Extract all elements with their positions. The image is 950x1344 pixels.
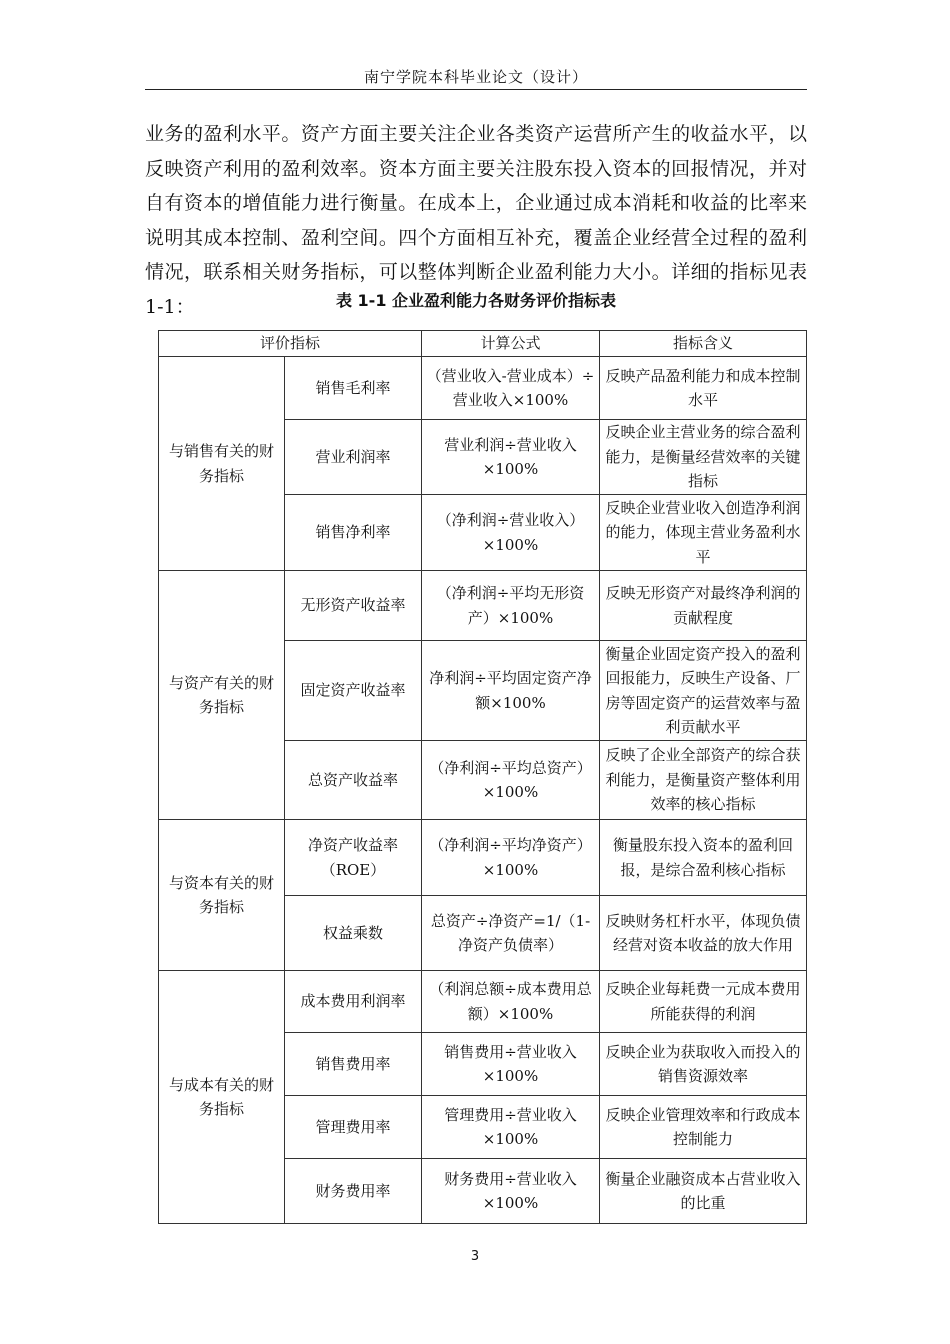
meaning-cell: 衡量股东投入资本的盈利回报，是综合盈利核心指标 <box>600 820 807 896</box>
group-label: 与资产有关的财务指标 <box>159 571 285 820</box>
group-label: 与资本有关的财务指标 <box>159 820 285 971</box>
meaning-cell: 反映产品盈利能力和成本控制水平 <box>600 357 807 420</box>
indicator-name: 总资产收益率 <box>285 741 422 820</box>
meaning-cell: 反映企业管理效率和行政成本控制能力 <box>600 1096 807 1159</box>
metrics-table <box>158 330 807 1224</box>
meaning-cell: 反映企业营业收入创造净利润的能力，体现主营业务盈利水平 <box>600 495 807 571</box>
header-indicator: 评价指标 <box>159 331 422 357</box>
header-formula: 计算公式 <box>422 331 600 357</box>
header-meaning: 指标含义 <box>600 331 807 357</box>
table-header-row <box>159 331 807 357</box>
indicator-name: 销售费用率 <box>285 1033 422 1096</box>
indicator-name: 财务费用率 <box>285 1159 422 1224</box>
meaning-cell: 反映企业为获取收入而投入的销售资源效率 <box>600 1033 807 1096</box>
table-row <box>159 357 807 420</box>
indicator-name: 管理费用率 <box>285 1096 422 1159</box>
formula-cell: 管理费用÷营业收入×100% <box>422 1096 600 1159</box>
indicator-name: 权益乘数 <box>285 896 422 971</box>
meaning-cell: 反映财务杠杆水平，体现负债经营对资本收益的放大作用 <box>600 896 807 971</box>
table-caption: 表 1-1 企业盈利能力各财务评价指标表 <box>335 291 617 310</box>
formula-cell: （净利润÷平均无形资产）×100% <box>422 571 600 641</box>
indicator-name: 固定资产收益率 <box>285 641 422 741</box>
meaning-cell: 反映了企业全部资产的综合获利能力，是衡量资产整体利用效率的核心指标 <box>600 741 807 820</box>
formula-cell: （净利润÷营业收入）×100% <box>422 495 600 571</box>
indicator-name: 成本费用利润率 <box>285 971 422 1033</box>
meaning-cell: 反映无形资产对最终净利润的贡献程度 <box>600 571 807 641</box>
table-row <box>159 820 807 896</box>
formula-cell: （营业收入-营业成本）÷营业收入×100% <box>422 357 600 420</box>
formula-cell: （净利润÷平均总资产）×100% <box>422 741 600 820</box>
group-label: 与销售有关的财务指标 <box>159 357 285 571</box>
indicator-name: 销售净利率 <box>285 495 422 571</box>
formula-cell: 总资产÷净资产=1/（1-净资产负债率） <box>422 896 600 971</box>
table-row <box>159 571 807 641</box>
meaning-cell: 衡量企业固定资产投入的盈利回报能力，反映生产设备、厂房等固定资产的运营效率与盈利贡献水平 <box>600 641 807 741</box>
body-paragraph: 业务的盈利水平。资产方面主要关注企业各类资产运营所产生的收益水平，以反映资产利用的盈利效率。资本方面主要关注股东投入资本的回报情况，并对自有资本的增值能力进行衡量。在成本上，企业通过成本消耗和收益的比率来说明其成本控制、盈利空间。四个方面相互补充，覆盖企业经营全过程的盈利情况，联系相关财务指标，可以整体判断企业盈利能力大小。详细的指标见表 1-1： <box>145 123 807 318</box>
formula-cell: 营业利润÷营业收入×100% <box>422 420 600 495</box>
formula-cell: （净利润÷平均净资产）×100% <box>422 820 600 896</box>
indicator-name: 无形资产收益率 <box>285 571 422 641</box>
meaning-cell: 衡量企业融资成本占营业收入的比重 <box>600 1159 807 1224</box>
formula-cell: 财务费用÷营业收入×100% <box>422 1159 600 1224</box>
indicator-name: 营业利润率 <box>285 420 422 495</box>
indicator-name: 销售毛利率 <box>285 357 422 420</box>
meaning-cell: 反映企业每耗费一元成本费用所能获得的利润 <box>600 971 807 1033</box>
meaning-cell: 反映企业主营业务的综合盈利能力，是衡量经营效率的关键指标 <box>600 420 807 495</box>
group-label: 与成本有关的财务指标 <box>159 971 285 1224</box>
indicator-name: 净资产收益率（ROE） <box>285 820 422 896</box>
header-rule <box>145 89 807 90</box>
table-row <box>159 971 807 1033</box>
formula-cell: 销售费用÷营业收入×100% <box>422 1033 600 1096</box>
running-header: 南宁学院本科毕业论文（设计） <box>363 68 588 86</box>
page-number: 3 <box>470 1249 480 1264</box>
formula-cell: （利润总额÷成本费用总额）×100% <box>422 971 600 1033</box>
formula-cell: 净利润÷平均固定资产净额×100% <box>422 641 600 741</box>
